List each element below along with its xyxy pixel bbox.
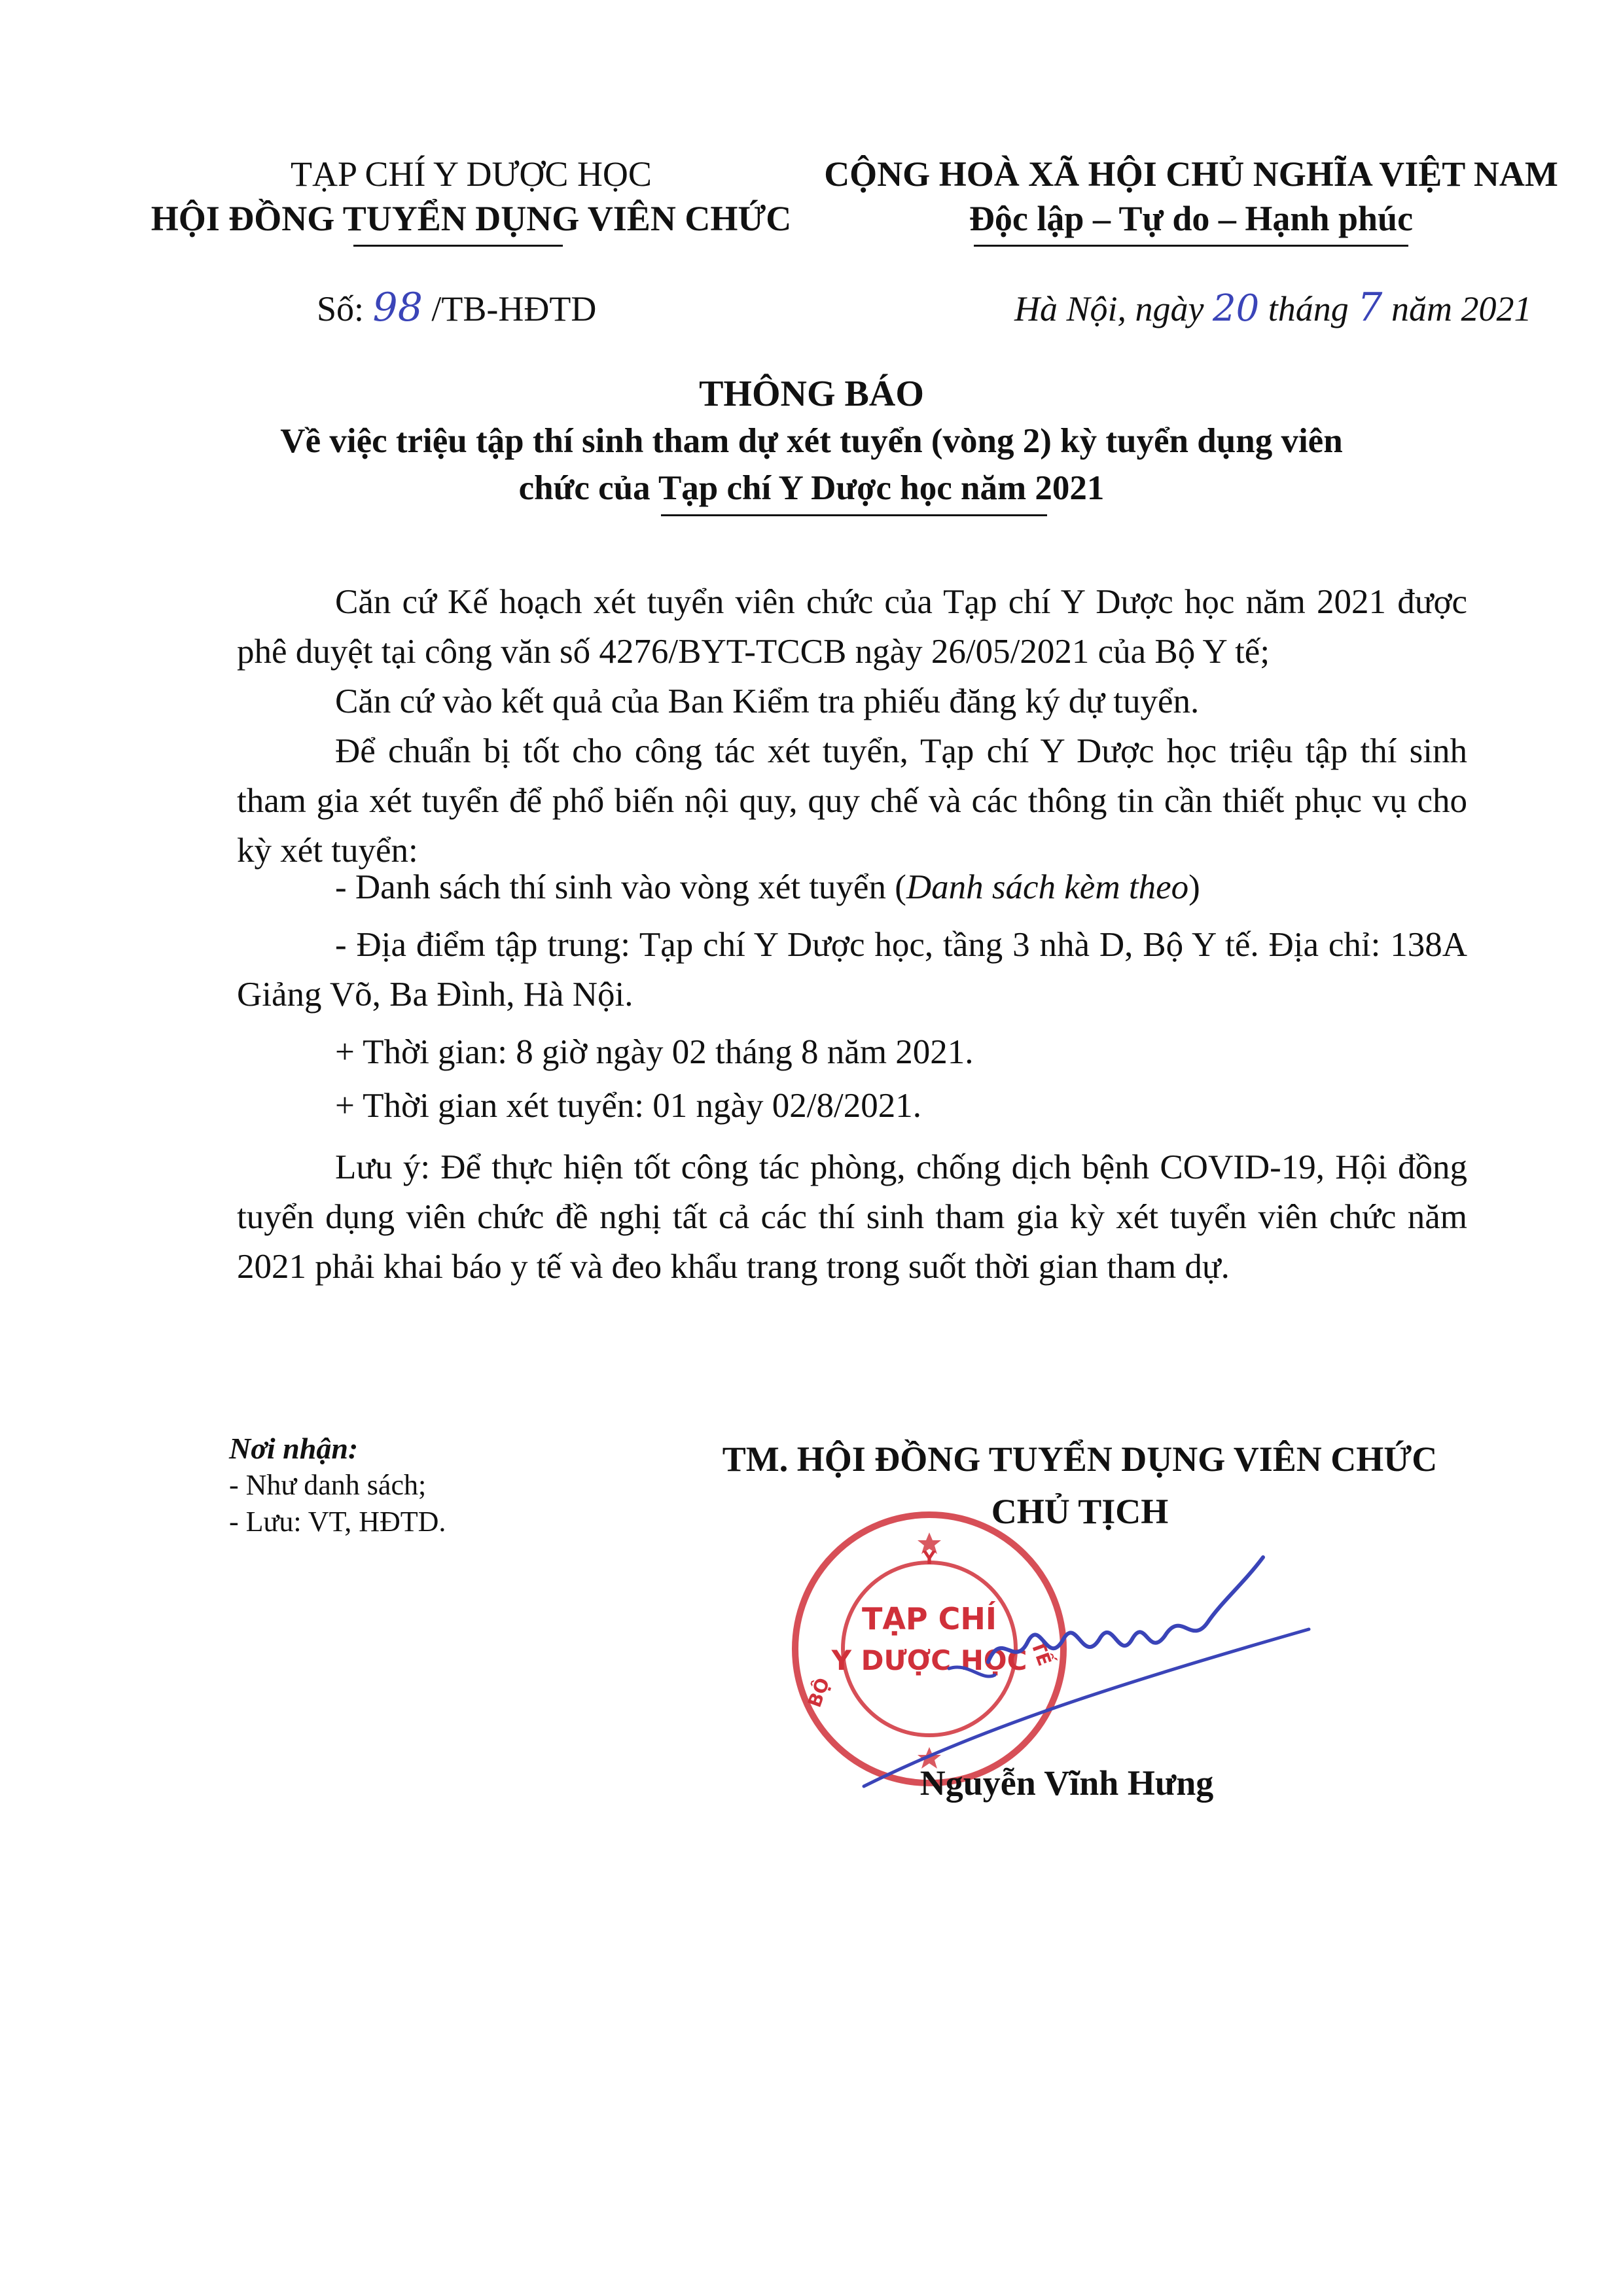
motto-underline [974, 245, 1408, 247]
seal-line2: Y DƯỢC HỌC [831, 1644, 1027, 1676]
seal-ring-left: BỘ [803, 1674, 834, 1710]
candidate-list-italic: Danh sách kèm theo [906, 868, 1189, 906]
national-motto: Độc lập – Tự do – Hạnh phúc [969, 199, 1414, 238]
recipients-block [229, 1430, 446, 1540]
seal-line1: TẠP CHÍ [861, 1601, 997, 1636]
issuer-org: TẠP CHÍ Y DƯỢC HỌC [291, 154, 652, 194]
paragraph-legal-basis: Căn cứ Kế hoạch xét tuyển viên chức của Tạp chí Y Dược học năm 2021 được phê duyệt tại công văn số 4276/BYT-TCCB ngày 26/05/2021 của Bộ Y tế; [237, 583, 1467, 671]
paragraph-candidate-list [237, 862, 1467, 912]
paragraph-review-basis: Căn cứ vào kết quả của Ban Kiểm tra phiếu đăng ký dự tuyển. [335, 682, 1200, 720]
date-day: 20 [1213, 287, 1260, 330]
number-suffix: /TB-HĐTD [431, 289, 597, 328]
paragraph-location: - Địa điểm tập trung: Tạp chí Y Dược học, tầng 3 nhà D, Bộ Y tế. Địa chỉ: 138A Giảng Võ, Ba Đình, Hà Nội. [237, 926, 1467, 1014]
notice-heading: THÔNG BÁO [699, 374, 924, 414]
document-date [1014, 285, 1531, 331]
signature-on-behalf: TM. HỘI ĐỒNG TUYỂN DỤNG VIÊN CHỨC [722, 1439, 1438, 1479]
issuer-underline [353, 245, 563, 247]
date-month-word: tháng [1268, 289, 1349, 328]
seal-ring-top: Y [922, 1547, 936, 1568]
paragraph-review-time: + Thời gian xét tuyển: 01 ngày 02/8/2021. [335, 1087, 922, 1125]
number-handwritten: 98 [372, 285, 423, 330]
document-number [317, 285, 596, 331]
national-header [818, 152, 1564, 241]
title-underline [661, 514, 1047, 516]
issuer-block [144, 152, 798, 241]
notice-subject-line1: Về việc triệu tập thí sinh tham dự xét tuyển (vòng 2) kỳ tuyển dụng viên [280, 422, 1343, 460]
paragraph-purpose: Để chuẩn bị tốt cho công tác xét tuyển, Tạp chí Y Dược học triệu tập thí sinh tham gia xét tuyển để phổ biến nội quy, quy chế và các thông tin cần thiết phục vụ cho kỳ xét tuyển: [237, 732, 1467, 870]
paragraph-covid-note: Lưu ý: Để thực hiện tốt công tác phòng, chống dịch bệnh COVID-19, Hội đồng tuyển dụng viên chức đề nghị tất cả các thí sinh tham gia kỳ xét tuyển viên chức năm 2021 phải khai báo y tế và đeo khẩu trang trong suốt thời gian tham dự. [237, 1148, 1467, 1286]
recipients-label: Nơi nhận: [229, 1432, 359, 1465]
candidate-list-prefix: - Danh sách thí sinh vào vòng xét tuyển ( [335, 868, 906, 906]
issuer-council: HỘI ĐỒNG TUYỂN DỤNG VIÊN CHỨC [151, 199, 792, 238]
nation-name: CỘNG HOÀ XÃ HỘI CHỦ NGHĨA VIỆT NAM [824, 154, 1558, 194]
signer-name: Nguyễn Vĩnh Hưng [919, 1763, 1214, 1803]
signature-stroke [949, 1667, 995, 1676]
number-prefix: Số: [317, 289, 365, 328]
candidate-list-suffix: ) [1188, 868, 1200, 906]
date-place: Hà Nội, ngày [1014, 289, 1204, 328]
signature-position: CHỦ TỊCH [991, 1492, 1169, 1531]
seal-ring-right: TẾ [1026, 1638, 1056, 1669]
recipient-item: - Như danh sách; [229, 1469, 427, 1501]
date-year: năm 2021 [1391, 289, 1532, 328]
date-month: 7 [1357, 285, 1383, 330]
notice-title [196, 370, 1427, 512]
recipient-item: - Lưu: VT, HĐTD. [229, 1506, 446, 1538]
handwritten-signature [851, 1531, 1348, 1793]
notice-subject-line2: chức của Tạp chí Y Dược học năm 2021 [518, 469, 1105, 507]
signature-stroke [988, 1557, 1263, 1662]
paragraph-time: + Thời gian: 8 giờ ngày 02 tháng 8 năm 2021. [335, 1033, 974, 1071]
